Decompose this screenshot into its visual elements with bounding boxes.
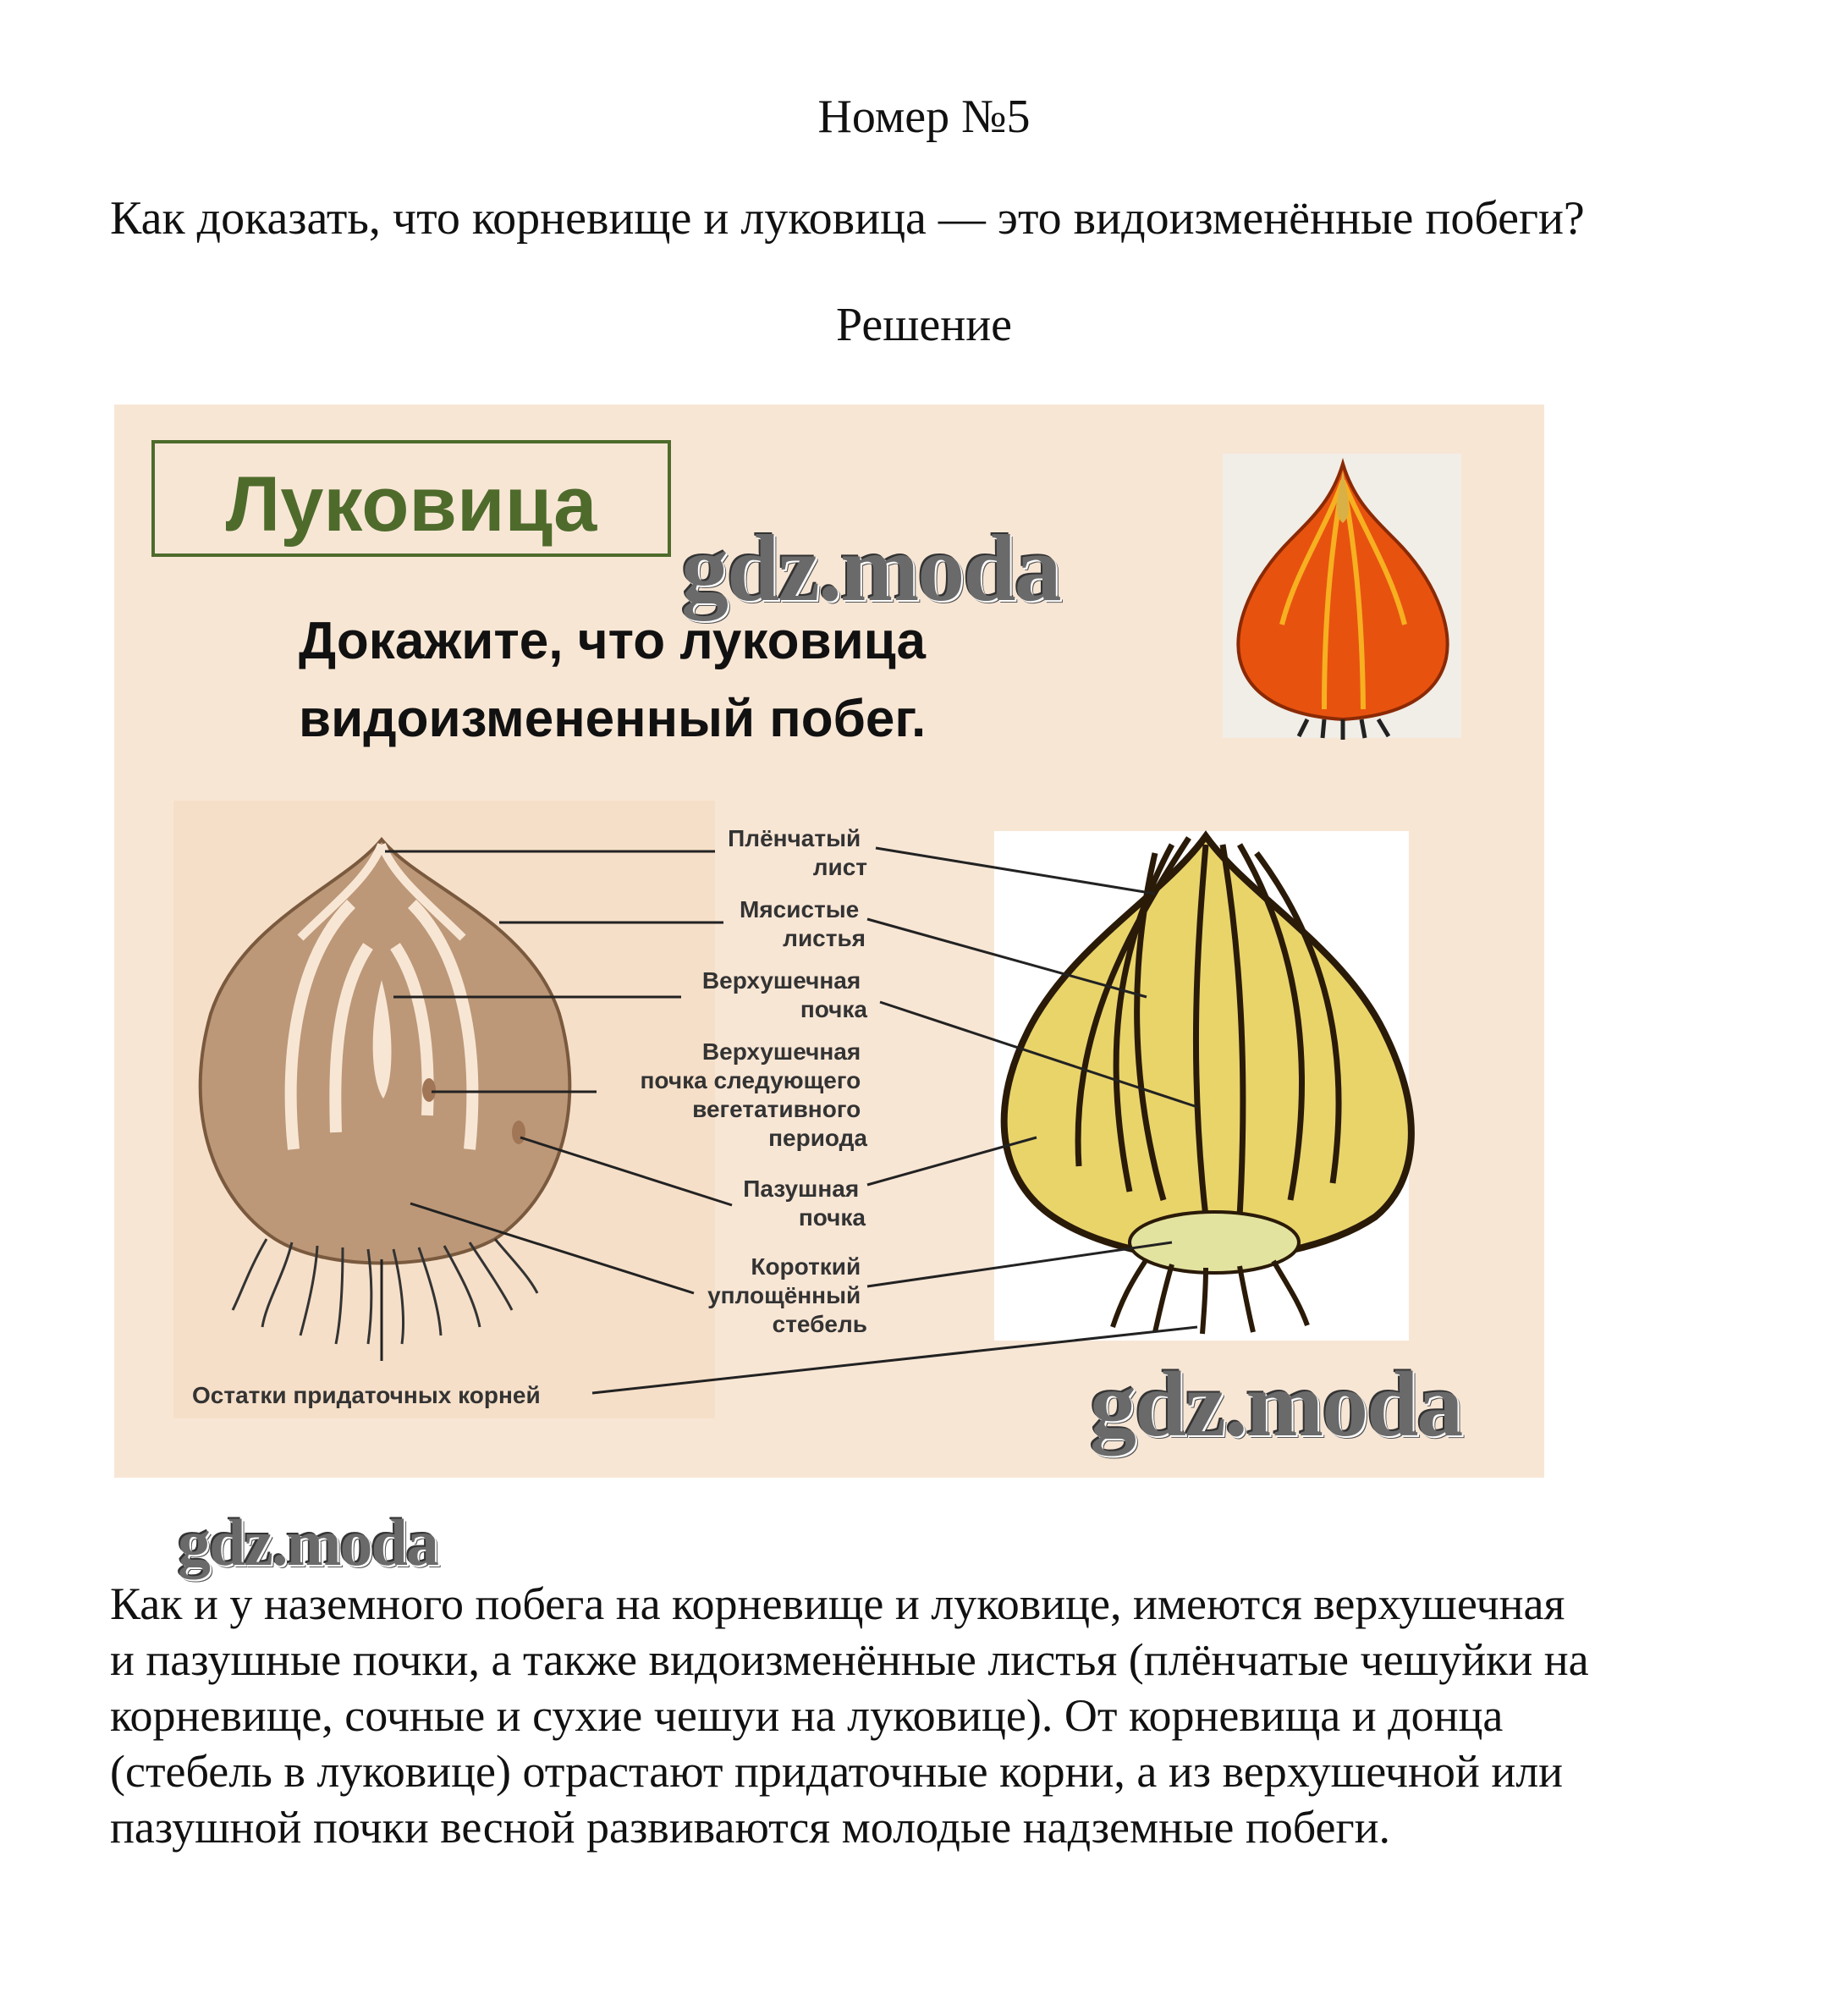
onion-photo bbox=[1223, 454, 1461, 740]
slide-title: Луковица bbox=[225, 461, 597, 548]
answer-line: корневище, сочные и сухие чешуи на луковице). От корневища и донца bbox=[110, 1690, 1504, 1741]
label-apical-bud: Верхушечная почка bbox=[701, 967, 867, 1022]
label-film-leaf: Плёнчатый лист bbox=[728, 825, 867, 880]
slide-task-line: видоизмененный побег. bbox=[299, 690, 927, 748]
answer-text bbox=[110, 1576, 1760, 1855]
onion-schematic bbox=[173, 801, 715, 1418]
label-next-period-bud: Верхушечная почка следующего вегетативного периода bbox=[640, 1038, 867, 1151]
question-text: Как доказать, что корневище и луковица — это видоизменённые побеги? bbox=[110, 192, 1585, 245]
answer-line: и пазушные почки, а также видоизменённые листья (плёнчатые чешуйки на bbox=[110, 1634, 1589, 1685]
answer-line: пазушной почки весной развиваются молодые надземные побеги. bbox=[110, 1802, 1391, 1853]
watermark: gdz.moda bbox=[681, 516, 1060, 621]
answer-line: (стебель в луковице) отрастают придаточные корни, а из верхушечной или bbox=[110, 1746, 1564, 1797]
label-roots: Остатки придаточных корней bbox=[192, 1382, 541, 1408]
solution-heading: Решение bbox=[835, 299, 1013, 351]
watermark: gdz.moda bbox=[178, 1506, 437, 1579]
watermark: gdz.moda bbox=[1090, 1352, 1462, 1456]
label-stem: Короткий уплощённый стебель bbox=[707, 1253, 867, 1337]
page-title: Номер №5 bbox=[817, 91, 1031, 143]
onion-cutaway bbox=[994, 831, 1411, 1341]
label-fleshy-leaves: Мясистые листья bbox=[740, 896, 866, 951]
label-axillary-bud: Пазушная почка bbox=[743, 1176, 866, 1231]
answer-line: Как и у наземного побега на корневище и луковице, имеются верхушечная bbox=[110, 1578, 1565, 1629]
slide-task-line: Докажите, что луковица bbox=[299, 612, 927, 670]
